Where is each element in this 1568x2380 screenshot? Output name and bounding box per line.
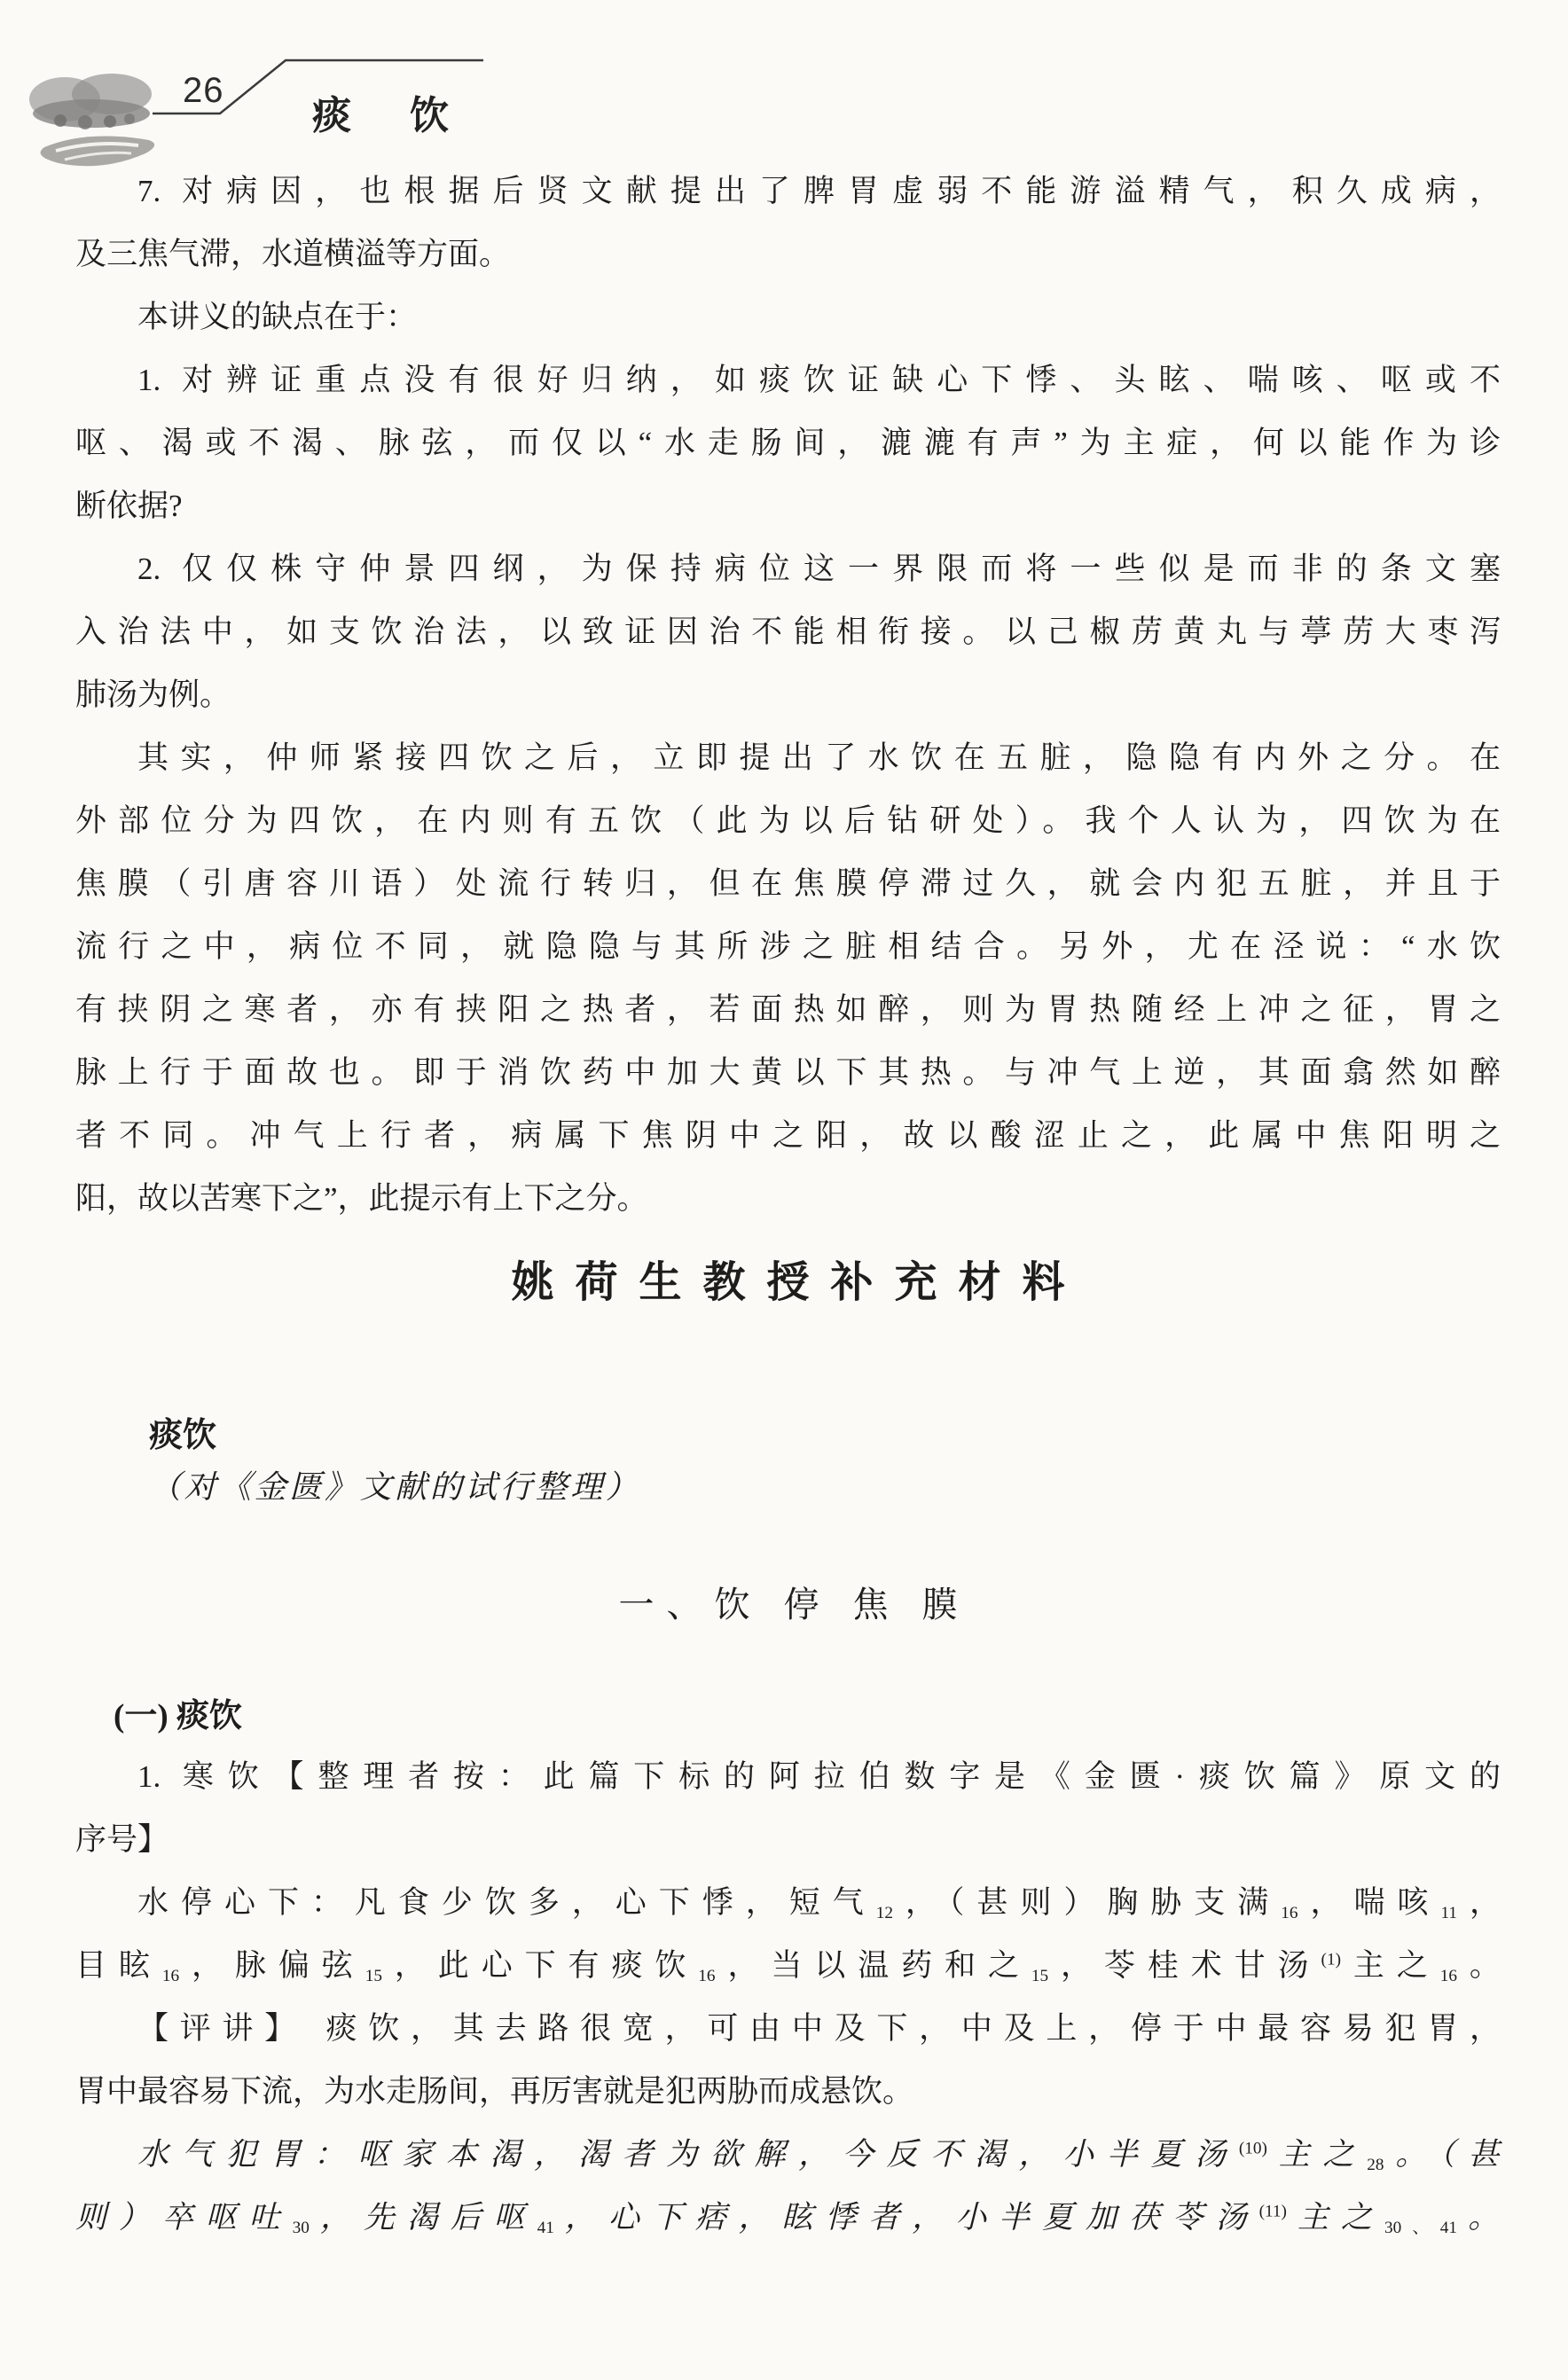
subsection-title: 痰饮 xyxy=(149,1417,217,1454)
verse-number-subscript: 11 xyxy=(1440,1903,1457,1922)
body-line: 入治法中，如支饮治法，以致证因治不能相衔接。以己椒苈黄丸与葶苈大枣泻 xyxy=(75,615,1501,649)
body-line: 1. 对辨证重点没有很好归纳，如痰饮证缺心下悸、头眩、喘咳、呕或不 xyxy=(137,363,1501,397)
body-line: 【评讲】 痰饮，其去路很宽，可由中及下，中及上，停于中最容易犯胃， xyxy=(137,2011,1501,2046)
formula-number-superscript: (11) xyxy=(1258,2202,1287,2221)
body-line: 胃中最容易下流，为水走肠间，再厉害就是犯两胁而成悬饮。 xyxy=(75,2074,914,2109)
body-line: 7. 对病因，也根据后贤文献提出了脾胃虚弱不能游溢精气，积久成病， xyxy=(137,174,1501,208)
body-line: 断依据? xyxy=(75,489,183,523)
body-line: 肺汤为例。 xyxy=(75,677,231,712)
text-flow xyxy=(75,160,1501,2249)
body-line: 水停心下：凡食少饮多，心下悸，短气$_{12}$，（甚则）胸胁支满$_{16}$，喘咳$_{11}$， xyxy=(137,1885,1501,1922)
verse-number-subscript: 16 xyxy=(1439,1966,1458,1985)
verse-number-subscript: 16 xyxy=(1281,1903,1298,1922)
running-title-char: 饮 xyxy=(410,94,449,137)
body-line: 有挟阴之寒者，亦有挟阳之热者，若面热如醉，则为胃热随经上冲之征，胃之 xyxy=(75,992,1501,1027)
body-line: 流行之中，病位不同，就隐隐与其所涉之脏相结合。另外，尤在泾说：“水饮 xyxy=(75,929,1501,964)
body-line: 外部位分为四饮，在内则有五饮（此为以后钻研处）。我个人认为，四饮为在 xyxy=(75,803,1501,838)
body-line: 目眩$_{16}$，脉偏弦$_{15}$，此心下有痰饮$_{16}$，当以温药和之$_{15}$，苓桂术甘汤$^{(1)}$主之$_{16}$。 xyxy=(75,1948,1501,1985)
body-line: 则）卒呕吐$_{30}$，先渴后呕$_{41}$，心下痞，眩悸者，小半夏加茯苓汤$^{(11)}$主之$_{30、41}$。 xyxy=(75,2200,1501,2237)
body-line: 本讲义的缺点在于： xyxy=(137,300,418,334)
body-line: 阳，故以苦寒下之”，此提示有上下之分。 xyxy=(75,1181,648,1216)
body-line: 其实，仲师紧接四饮之后，立即提出了水饮在五脏，隐隐有内外之分。在 xyxy=(137,740,1501,775)
page-number: 26 xyxy=(183,71,224,110)
body-line: 焦膜（引唐容川语）处流行转归，但在焦膜停滞过久，就会内犯五脏，并且于 xyxy=(75,866,1501,901)
body-line: 及三焦气滞，水道横溢等方面。 xyxy=(75,237,511,271)
verse-number-subscript: 28 xyxy=(1367,2155,1384,2174)
body-line: 序号】 xyxy=(75,1822,169,1857)
verse-number-subscript: 30 xyxy=(292,2218,310,2237)
sub-subsection-title: (一) 痰饮 xyxy=(114,1698,242,1734)
verse-number-subscript: 12 xyxy=(875,1903,893,1922)
body-line: 脉上行于面故也。即于消饮药中加大黄以下其热。与冲气上逆，其面翕然如醉 xyxy=(75,1055,1501,1090)
formula-number-superscript: (10) xyxy=(1238,2139,1267,2158)
body-line: 2. 仅仅株守仲景四纲，为保持病位这一界限而将一些似是而非的条文塞 xyxy=(137,552,1501,586)
chapter-heading: 一、饮 停 焦 膜 xyxy=(618,1585,970,1625)
verse-number-subscript: 16 xyxy=(698,1966,716,1985)
body-line: 1. 寒饮【整理者按：此篇下标的阿拉伯数字是《金匮·痰饮篇》原文的 xyxy=(137,1759,1501,1794)
running-title-char: 痰 xyxy=(312,94,351,137)
formula-number-superscript: (1) xyxy=(1321,1950,1341,1969)
verse-number-subscript: 15 xyxy=(1031,1966,1049,1985)
section-heading: 姚荷生教授补充材料 xyxy=(511,1259,1086,1306)
verse-number-subscript: 16 xyxy=(161,1966,180,1985)
verse-number-subscript: 30、41 xyxy=(1384,2218,1458,2237)
verse-number-subscript: 41 xyxy=(537,2218,554,2237)
body-line: 水气犯胃：呕家本渴，渴者为欲解，今反不渴，小半夏汤$^{(10)}$主之$_{28}$。（甚 xyxy=(137,2137,1501,2174)
running-title xyxy=(312,83,449,140)
body-line: 者不同。冲气上行者，病属下焦阴中之阳，故以酸涩止之，此属中焦阳明之 xyxy=(75,1118,1501,1153)
subtitle-note: （对《金匮》文献的试行整理） xyxy=(149,1469,641,1505)
body-line: 呕、渴或不渴、脉弦，而仅以“水走肠间，漉漉有声”为主症，何以能作为诊 xyxy=(75,426,1501,460)
verse-number-subscript: 15 xyxy=(365,1966,382,1985)
